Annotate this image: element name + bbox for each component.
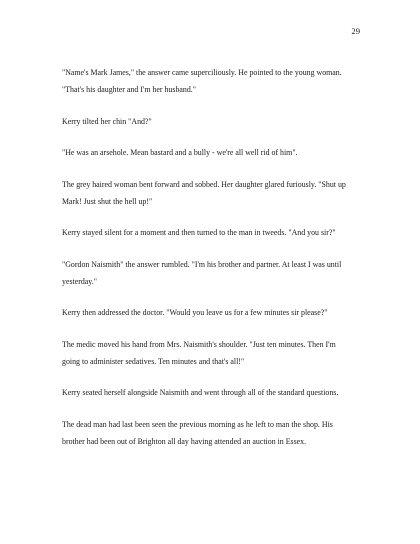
text-line: "Gordon Naismith" the answer rumbled. "I'm his brother and partner. At least I was until: [62, 259, 342, 269]
text-line: yesterday.": [62, 276, 97, 286]
page-number: 29: [351, 26, 360, 36]
text-line: Kerry tilted her chin "And?": [62, 116, 152, 126]
text-line: Kerry stayed silent for a moment and then turned to the man in tweeds. "And you sir?": [62, 228, 336, 237]
paragraph: [62, 304, 368, 321]
paragraph: [62, 144, 368, 161]
body-text: [62, 64, 368, 464]
text-line: The grey haired woman bent forward and sobbed. Her daughter glared furiously. "Shut up: [62, 179, 346, 189]
text-line: The dead man had last been seen the previous morning as he left to man the shop. His: [62, 419, 333, 429]
paragraph: [62, 256, 368, 290]
text-line: "He was an arsehole. Mean bastard and a bully - we're all well rid of him".: [62, 148, 298, 157]
paragraph: [62, 384, 368, 401]
paragraph: [62, 113, 368, 130]
text-line: Kerry then addressed the doctor. "Would you leave us for a few minutes sir please?": [62, 308, 328, 317]
paragraph: [62, 224, 368, 241]
paragraph: [62, 416, 368, 450]
paragraph: [62, 64, 368, 98]
text-line: "That's his daughter and I'm her husband.": [62, 85, 196, 94]
paragraph: [62, 336, 368, 370]
text-line: Mark! Just shut the hell up!": [62, 196, 153, 206]
paragraph: [62, 176, 368, 210]
text-line: The medic moved his hand from Mrs. Naismith's shoulder. "Just ten minutes. Then I'm: [62, 339, 336, 349]
text-line: "Name's Mark James," the answer came superciliously. He pointed to the young woman.: [62, 68, 342, 77]
text-line: going to administer sedatives. Ten minutes and that's all!": [62, 356, 245, 366]
text-line: brother had been out of Brighton all day having attended an auction in Essex.: [62, 436, 307, 446]
text-line: Kerry seated herself alongside Naismith and went through all of the standard questions.: [62, 388, 339, 397]
